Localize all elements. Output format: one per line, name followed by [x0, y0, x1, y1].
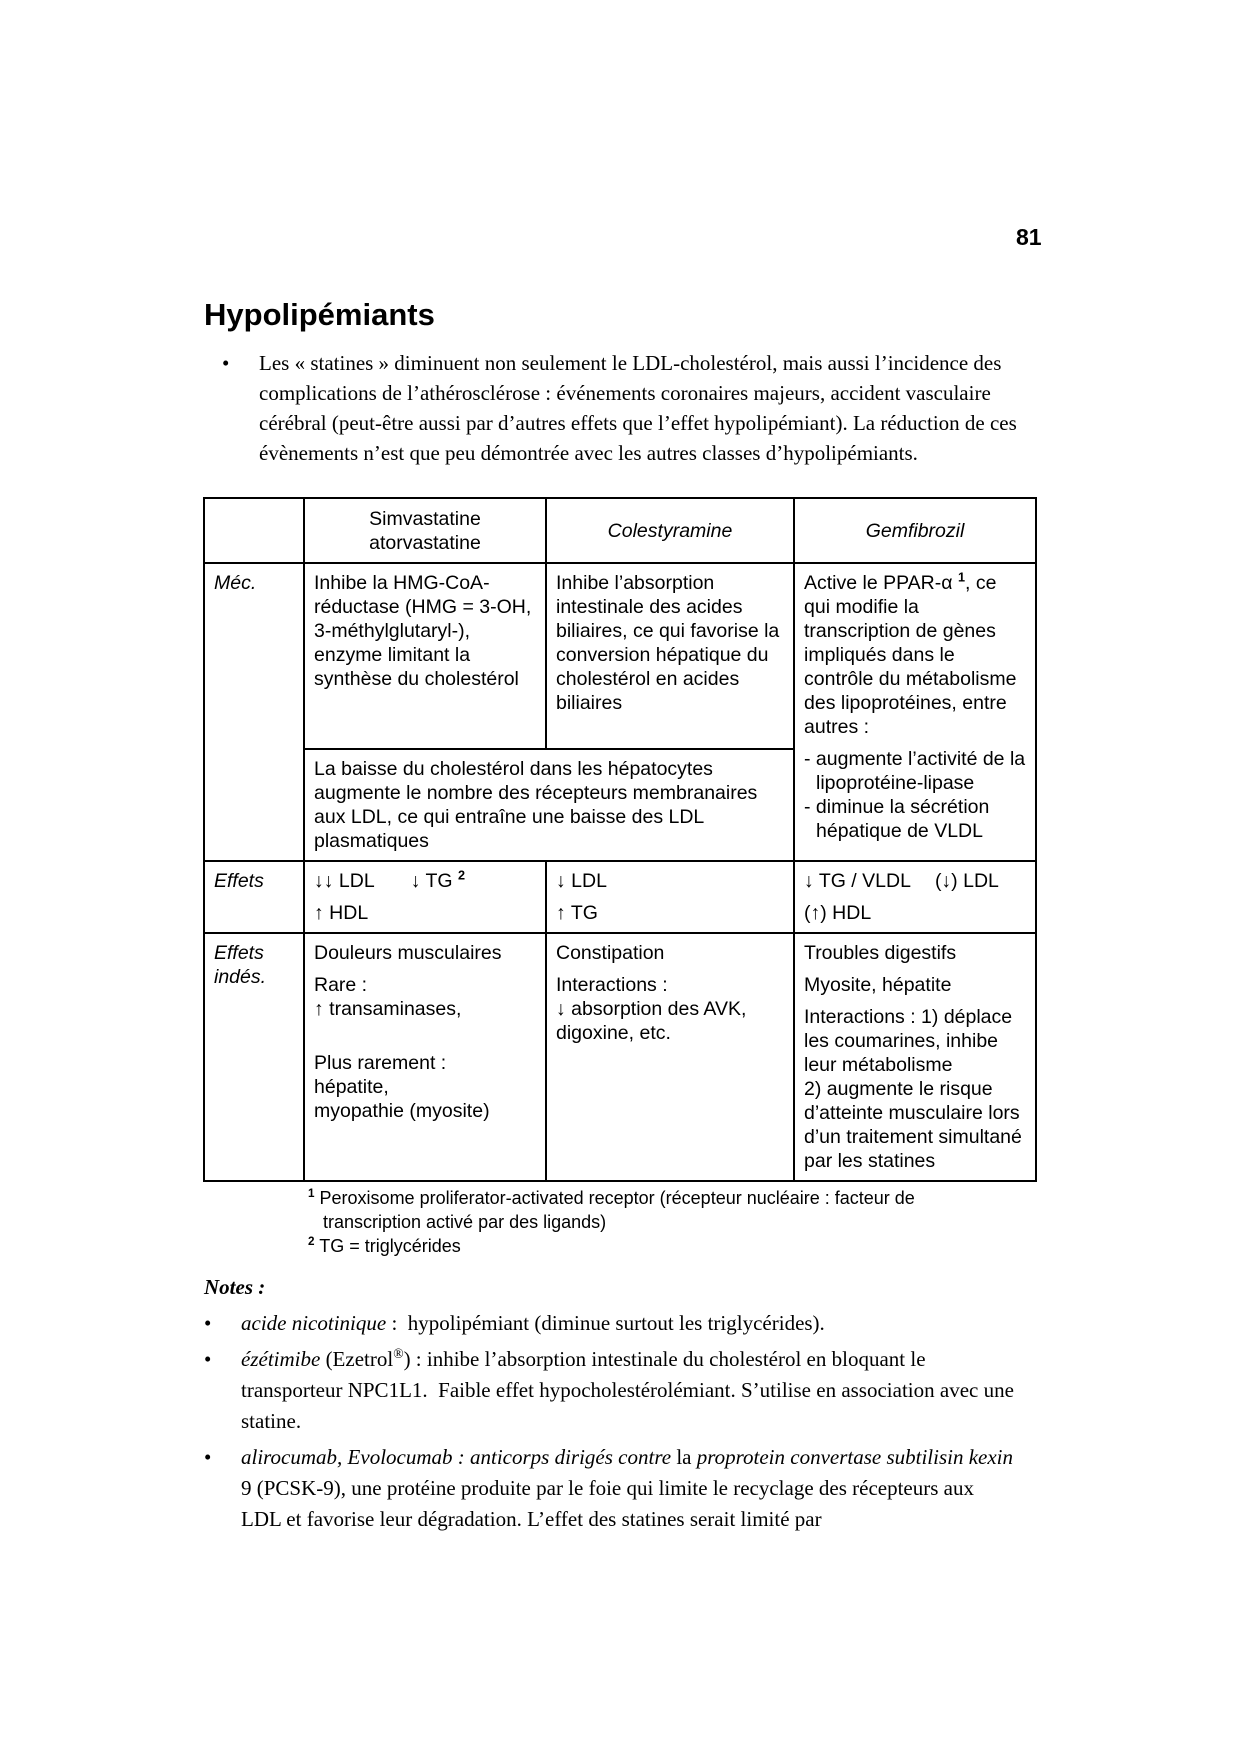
adverse-simvastatine-cell	[304, 933, 546, 1181]
mechanism-shared-cell: La baisse du cholestérol dans les hépatocytes augmente le nombre des récepteurs membranaires aux LDL, ce qui entraîne une baisse des LDL plasmatiques	[304, 749, 794, 861]
registered-trademark-symbol: ®	[393, 1346, 404, 1361]
adverse-label-line1: Effets	[214, 942, 264, 964]
effects-colestyramine-line2: ↑ TG	[556, 902, 598, 924]
gemfibrozil-ppar-text: Active le PPAR-α	[804, 572, 958, 594]
effects-gemfibrozil-line1	[804, 869, 1026, 893]
bullet-marker: •	[204, 1311, 212, 1335]
notes-title: Notes :	[204, 1275, 266, 1299]
mechanism-simvastatine-cell: Inhibe la HMG-CoA-réductase (HMG = 3-OH, 3-méthylglutaryl-), enzyme limitant la synthèse du cholestérol	[304, 563, 546, 749]
adverse-gemfi-p2: Myosite, hépatite	[804, 974, 952, 996]
bullet-marker: •	[222, 351, 230, 375]
note-text	[241, 1442, 1018, 1535]
note-body: 9 (PCSK-9), une protéine produite par le foie qui limite le recyclage des récepteurs aux LDL et favorise leur dégradation. L’effet des statines serait limité par	[241, 1476, 974, 1531]
effects-row	[204, 861, 1036, 933]
header-colestyramine: Colestyramine	[546, 498, 794, 563]
adverse-simva-p3	[314, 1051, 536, 1123]
adverse-colest-p1: Constipation	[556, 942, 665, 964]
adverse-row-label	[204, 933, 304, 1181]
adverse-simva-p2-l2: ↑ transaminases,	[314, 998, 462, 1020]
bullet-marker: •	[204, 1445, 212, 1469]
drug-name-italic: alirocumab, Evolocumab : anticorps dirigés contre	[241, 1445, 672, 1469]
adverse-colest-p2-l1: Interactions :	[556, 974, 668, 996]
note-item-acide-nicotinique	[204, 1308, 1018, 1339]
effect-ldl-paren: (↓) LDL	[934, 870, 999, 892]
effects-gemfibrozil-line2: (↑) HDL	[804, 902, 872, 924]
footnote-2-marker: 2	[308, 1235, 315, 1248]
notes-section	[204, 1272, 1018, 1535]
mechanism-row-label: Méc.	[204, 563, 304, 861]
intro-paragraph	[222, 348, 1017, 468]
note-text	[241, 1308, 1018, 1339]
effect-tg	[411, 870, 465, 892]
footnotes	[308, 1186, 984, 1258]
adverse-simva-p3-l3: myopathie (myosite)	[314, 1100, 490, 1122]
adverse-gemfibrozil-cell	[794, 933, 1036, 1181]
footnote-ref-1: 1	[957, 570, 965, 585]
header-simvastatine-line1: Simvastatine	[369, 507, 481, 530]
table-header-row	[204, 498, 1036, 563]
footnote-2	[308, 1234, 984, 1258]
drug-name-italic: ézétimibe	[241, 1347, 321, 1371]
effects-colestyramine-cell	[546, 861, 794, 933]
adverse-colest-p2	[556, 973, 784, 1045]
header-empty-cell	[204, 498, 304, 563]
note-body: : hypolipémiant (diminue surtout les triglycérides).	[386, 1311, 825, 1335]
page-title: Hypolipémiants	[204, 297, 435, 332]
effect-tg-text: ↓ TG	[410, 870, 453, 892]
adverse-simva-p2	[314, 973, 536, 1021]
adverse-gemfi-p3	[804, 1005, 1026, 1173]
effect-tg-vldl: ↓ TG / VLDL	[804, 870, 911, 892]
gemfibrozil-effect-point-1: - augmente l’activité de la lipoprotéine-lipase	[804, 748, 1026, 794]
header-gemfibrozil: Gemfibrozil	[794, 498, 1036, 563]
footnote-2-text: TG = triglycérides	[319, 1236, 461, 1256]
note-item-alirocumab	[204, 1442, 1018, 1535]
adverse-gemfi-p3-l1: Interactions : 1) déplace les coumarines, inhibe leur métabolisme	[804, 1006, 1013, 1076]
mechanism-gemfibrozil-cell	[794, 563, 1036, 861]
page-number: 81	[1016, 224, 1042, 250]
effects-gemfibrozil-cell	[794, 861, 1036, 933]
brand-name: (Ezetrol	[320, 1347, 394, 1371]
adverse-colestyramine-cell	[546, 933, 794, 1181]
adverse-simva-p1: Douleurs musculaires	[314, 942, 502, 964]
note-item-ezetimibe	[204, 1344, 1018, 1437]
effects-simvastatine-line2: ↑ HDL	[314, 902, 369, 924]
footnote-1-marker: 1	[308, 1187, 315, 1200]
header-simvastatine	[304, 498, 546, 563]
mechanism-colestyramine-cell: Inhibe l’absorption intestinale des acides biliaires, ce qui favorise la conversion hépatique du cholestérol en acides biliaires	[546, 563, 794, 749]
footnote-1-text: Peroxisome proliferator-activated receptor (récepteur nucléaire : facteur de transcription activé par des ligands)	[319, 1188, 915, 1232]
adverse-effects-row	[204, 933, 1036, 1181]
effects-colestyramine-line1: ↓ LDL	[556, 870, 607, 892]
adverse-colest-p2-l2: ↓ absorption des AVK, digoxine, etc.	[556, 998, 747, 1044]
mechanism-row	[204, 563, 1036, 749]
adverse-gemfi-p1: Troubles digestifs	[804, 942, 957, 964]
note-body: ) : inhibe l’absorption intestinale du cholestérol en bloquant le transporteur NPC1L1. Faible effet hypocholestérolémiant. S’utilise en association avec une statine.	[241, 1347, 1014, 1433]
drug-name-italic: acide nicotinique	[241, 1311, 387, 1335]
adverse-label-line2: indés.	[214, 966, 267, 988]
bullet-marker: •	[204, 1347, 212, 1371]
effect-ldl: ↓↓ LDL	[314, 870, 375, 892]
protein-name-italic: proprotein convertase subtilisin kexin	[696, 1445, 1014, 1469]
adverse-simva-p3-l1: Plus rarement :	[314, 1052, 447, 1074]
footnote-ref-2: 2	[458, 868, 466, 883]
drug-comparison-table	[203, 497, 1037, 1182]
note-connector: la	[671, 1445, 697, 1469]
adverse-simva-p3-l2: hépatite,	[314, 1076, 389, 1098]
header-atorvastatine-line2: atorvastatine	[369, 531, 481, 554]
effects-simvastatine-cell	[304, 861, 546, 933]
effects-simvastatine-line1	[314, 869, 536, 893]
gemfibrozil-effect-point-2: - diminue la sécrétion hépatique de VLDL	[804, 796, 990, 842]
effects-row-label: Effets	[204, 861, 304, 933]
adverse-gemfi-p3-l2: 2) augmente le risque d’atteinte musculaire lors d’un traitement simultané par les statines	[804, 1078, 1022, 1172]
footnote-1	[308, 1186, 984, 1234]
intro-text: Les « statines » diminuent non seulement le LDL-cholestérol, mais aussi l’incidence des complications de l’athérosclérose : événements coronaires majeurs, accident vasculaire cérébral (peut-être aussi par d’autres effets que l’effet hypolipémiant). La réduction de ces évènements n’est que peu démontrée avec les autres classes d’hypolipémiants.	[259, 351, 1017, 465]
adverse-simva-p2-l1: Rare :	[314, 974, 368, 996]
note-text	[241, 1344, 1018, 1437]
gemfibrozil-ppar-continuation: , ce qui modifie la transcription de gènes impliqués dans le contrôle du métabolisme des lipoprotéines, entre autres :	[804, 572, 1017, 738]
mechanism-gemfibrozil-intro	[804, 571, 1026, 739]
